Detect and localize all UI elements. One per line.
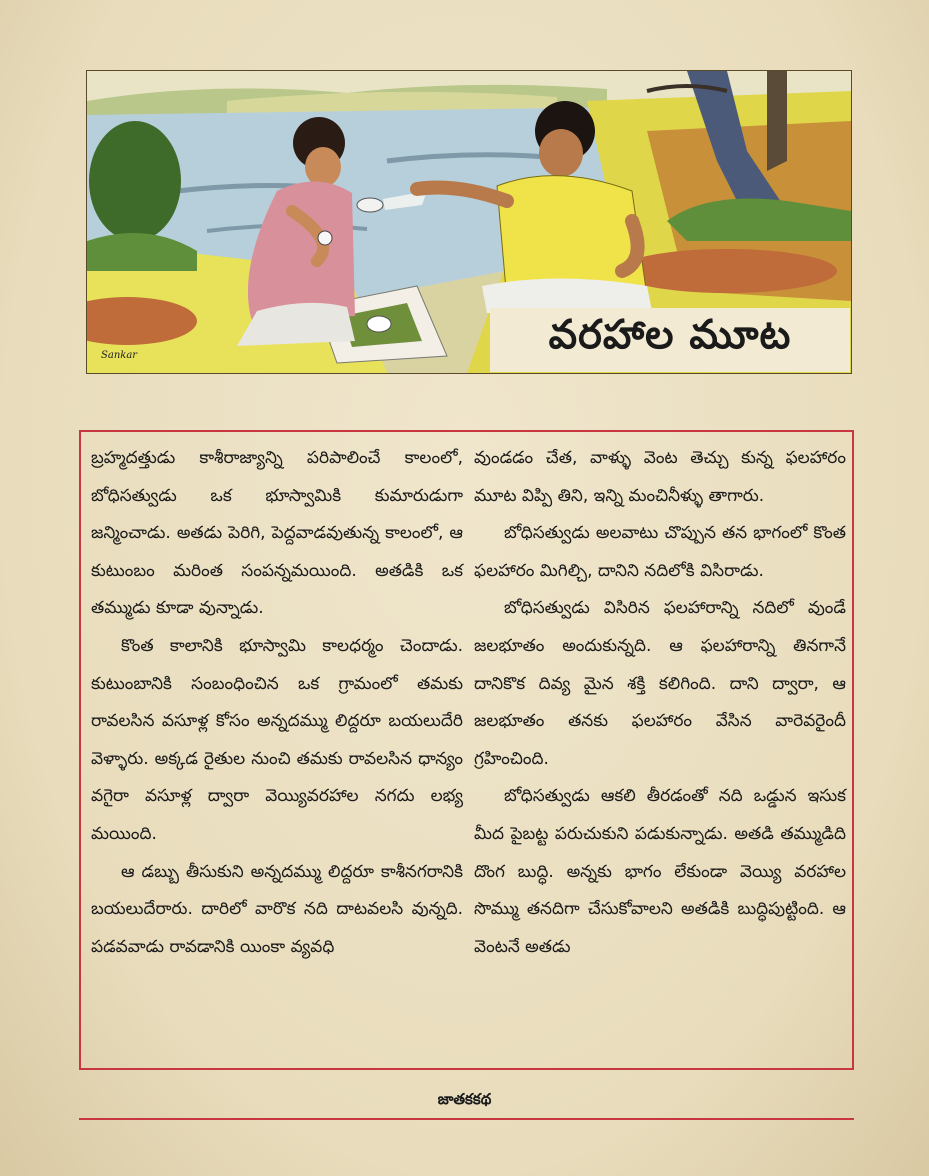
right-paragraph-2: బోధిసత్వుడు అలవాటు చొప్పున తన భాగంలో కొంత ఫలహారం మిగిల్చి, దానిని నదిలోకి విసిరాడు.	[474, 523, 846, 581]
right-column	[474, 440, 846, 966]
right-paragraph-1: వుండడం చేత, వాళ్ళు వెంట తెచ్చు కున్న ఫలహారం మూట విప్పి తిని, ఇన్ని మంచినీళ్ళు తాగారు.	[474, 448, 846, 506]
footer-rule	[79, 1118, 854, 1120]
page-footer-label: జాతకకథ	[437, 1090, 492, 1108]
left-paragraph-2: కొంత కాలానికి భూస్వామి కాలధర్మం చెందాడు. కుటుంబానికి సంబంధించిన ఒక గ్రామంలో తమకు రావలసిన వసూళ్ల కోసం అన్నదమ్ము లిద్దరూ బయలుదేరి వెళ్ళారు. అక్కడ రైతుల నుంచి తమకు రావలసిన ధాన్యం వగైరా వసూళ్ల ద్వారా వెయ్యివరహాల నగదు లభ్య మయింది.	[91, 635, 463, 844]
right-paragraph-3: బోధిసత్వుడు విసిరిన ఫలహారాన్ని నదిలో వుండే జలభూతం అందుకున్నది. ఆ ఫలహారాన్ని తినగానే దానికొక దివ్య మైన శక్తి కలిగింది. దాని ద్వారా, ఆ జలభూతం తనకు ఫలహారం వేసిన వారెవరైందీ గ్రహించింది.	[474, 598, 846, 769]
illustrator-signature: Sankar	[101, 350, 138, 361]
story-title-box	[490, 308, 850, 372]
story-text-frame	[79, 430, 854, 1070]
story-title: వరహాల మూట	[548, 312, 792, 358]
left-paragraph-3: ఆ డబ్బు తీసుకుని అన్నదమ్ము లిద్దరూ కాశీనగరానికి బయలుదేరారు. దారిలో వారొక నది దాటవలసి వున్నది. పడవవాడు రావడానికి యింకా వ్యవధి	[91, 861, 463, 957]
left-paragraph-1: బ్రహ్మదత్తుడు కాశీరాజ్యాన్ని పరిపాలించే కాలంలో, బోధిసత్వుడు ఒక భూస్వామికి కుమారుడుగా జన్మించాడు. అతడు పెరిగి, పెద్దవాడవుతున్న కాలంలో, ఆ కుటుంబం మరింత సంపన్నమయింది. అతడికి ఒక తమ్ముడు కూడా వున్నాడు.	[91, 448, 463, 619]
left-column	[91, 440, 463, 966]
right-paragraph-4: బోధిసత్వుడు ఆకలి తీరడంతో నది ఒడ్డున ఇసుక మీద పైబట్ట పరుచుకుని పడుకున్నాడు. అతడి తమ్ముడిది దొంగ బుద్ధి. అన్నకు భాగం లేకుండా వెయ్యి వరహాల సొమ్ము తనదిగా చేసుకోవాలని అతడికి బుద్ధిపుట్టింది. ఆ వెంటనే అతడు	[474, 786, 846, 957]
